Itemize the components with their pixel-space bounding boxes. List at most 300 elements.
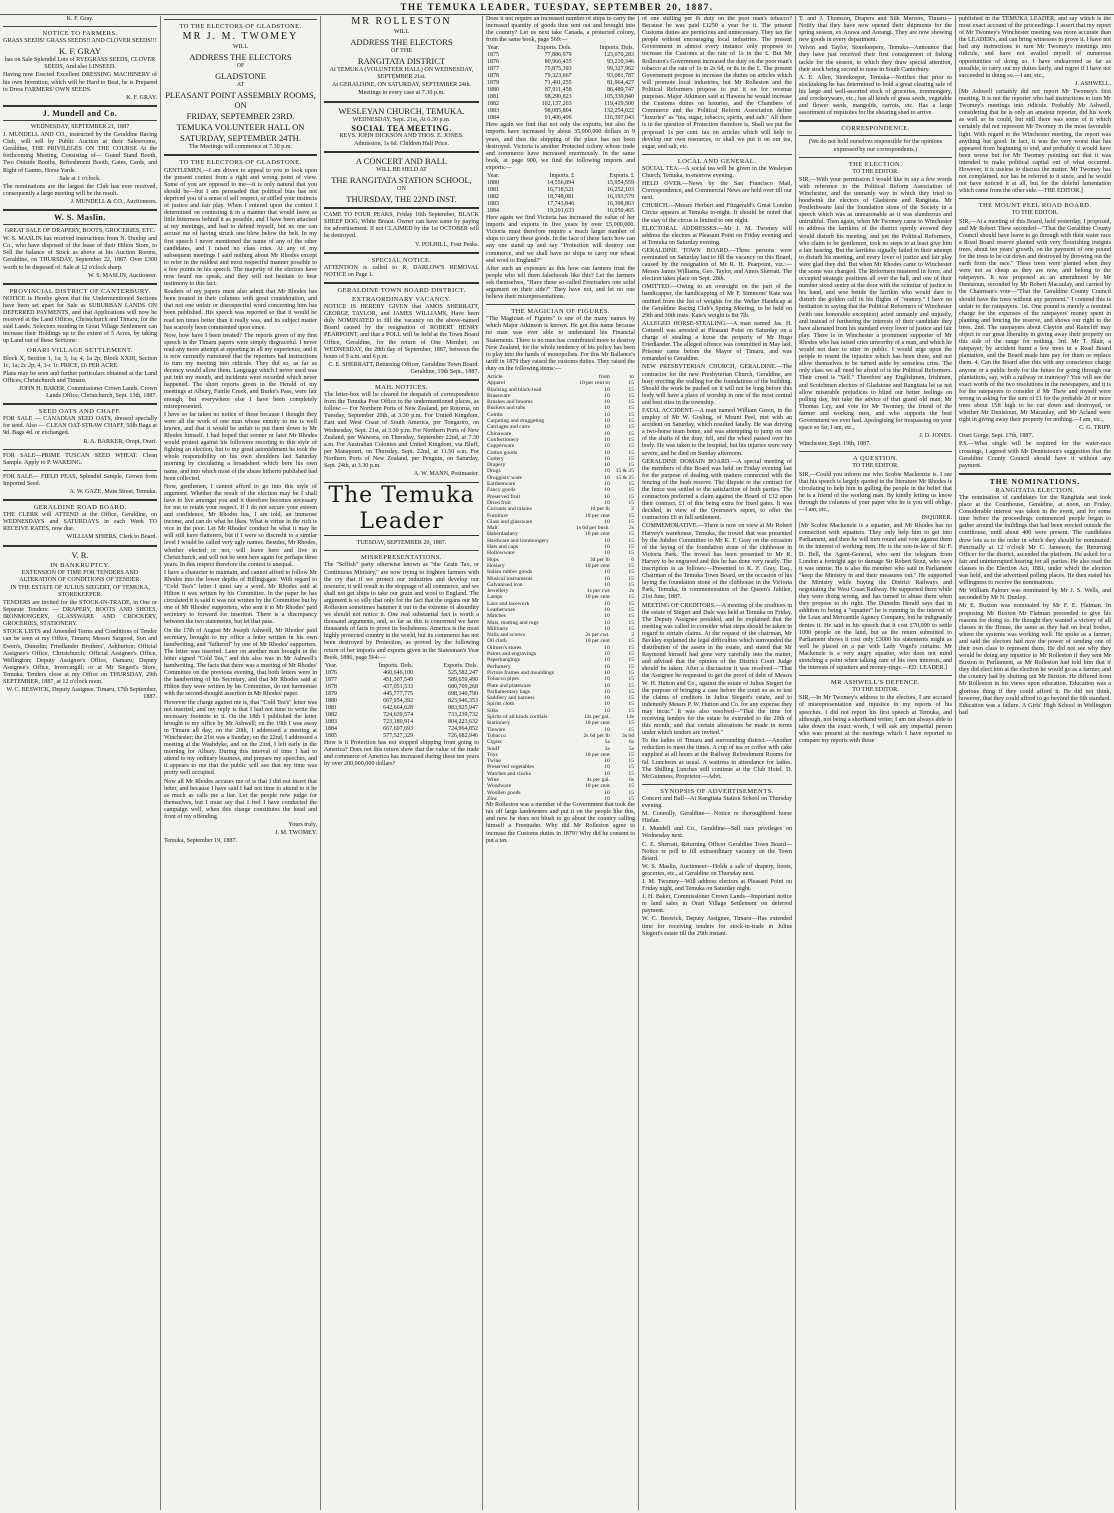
table-cell: 15: [628, 418, 634, 425]
table-cell: 15: [628, 405, 634, 412]
table-cell: 15: [628, 783, 634, 790]
table-cell: 10: [604, 606, 610, 613]
peel-heading: THE MOUNT PEEL ROAD BOARD.: [978, 202, 1092, 210]
table-cell: 15: [628, 726, 634, 733]
table-cell: 15: [628, 758, 634, 765]
mundell-heading: J. Mundell and Co.: [42, 108, 118, 118]
table-cell: 1877: [325, 676, 337, 683]
letter-p3: Now, how have I been treated? The reports given of my first speech in the Timaru papers were simply disgraceful. I never read any more attempt at reporting in all my experience, and it is now currently rumoured that the reporters had instructions to turn my meeting into ridicule. They did so, as far as decency would allow them. Language which I never used was put into my mouth, and incidents were recorded which never happened. The short reports given in the Herald of my meetings at Albury, Fairlie Creek, and Burke's Pass, were fair enough, but everywhere else I have been completely misrepresented.: [164, 332, 317, 410]
table-cell: 1884: [325, 725, 337, 732]
table-cell: 804,223,632: [448, 718, 478, 725]
table-cell: Carpeting and druggeting: [487, 418, 545, 425]
table-cell: 724,964,852: [448, 725, 478, 732]
table-cell: Paints and engravings: [487, 651, 537, 658]
table-cell: 10 per cent: [584, 783, 610, 790]
table-cell: 15: [628, 594, 634, 601]
nominations-heading: THE NOMINATIONS.: [989, 476, 1081, 486]
table-cell: 15: [628, 644, 634, 651]
table-cell: 6s: [629, 739, 634, 746]
table-row: [486, 187, 635, 194]
table-cell: 451,307,549: [383, 676, 414, 683]
letter-p9: Now all Mr Rhodes accuses me of is that I did not insert that letter, and because I have said I had not time to attend to it he as much as calls me a liar. Let the people now judge for themselves, but I must say that I feel I have conducted the campaign well, when this charge constitutes the head and front of my offending.: [164, 778, 317, 820]
table-cell: 733,239,732: [448, 711, 478, 718]
gray-body: has on Sale Splendid Lots of RYEGRASS SEEDS, CLOVER SEEDS, And also LINSEED.: [4, 57, 156, 71]
road-board-body: THE CLERK will ATTEND at the Office, Geraldine, on WEDNESDAYS and SATURDAYS in each Week TO RECEIVE RATES, now due.: [3, 512, 157, 533]
table-cell: 15: [628, 569, 634, 576]
table-cell: 1883: [325, 718, 337, 725]
table-cell: 1880: [325, 697, 337, 704]
to-editor: TO THE EDITOR.: [852, 463, 899, 470]
table-cell: 10: [604, 462, 610, 469]
rolleston-district: RANGITATA DISTRICT: [357, 56, 446, 67]
synopsis-item: Concert and Ball—At Rangitata Station School on Thursday evening.: [642, 795, 792, 810]
table-cell: 10: [604, 418, 610, 425]
table-cell: 10: [604, 764, 610, 771]
local-heading: LOCAL AND GENERAL.: [677, 157, 757, 165]
table-cell: 10: [604, 487, 610, 494]
baker-sig: JOHN H. BAKER, Commissioner Crown Lands. Crown Lands Office, Christchurch, Sept. 13th, 1887.: [19, 385, 157, 400]
table-cell: 1882: [325, 711, 337, 718]
table-cell: 15: [628, 707, 634, 714]
table-cell: 105,330,840: [604, 94, 634, 101]
table-cell: 15: [628, 657, 634, 664]
table-cell: 15: [628, 575, 634, 582]
table-cell: Spirits cloth: [487, 701, 515, 708]
table-cell: Watches and clocks: [487, 770, 531, 777]
bankruptcy-heading: IN BANKRUPTCY.: [50, 561, 110, 569]
table-cell: 15: [628, 399, 634, 406]
table-cell: Parliamentary bags: [487, 688, 531, 695]
table-cell: 723,180,914: [383, 718, 414, 725]
table-cell: 10: [604, 455, 610, 462]
table-cell: 16,398,863: [607, 201, 634, 208]
gray-signature: K. F. Gray.: [66, 16, 94, 22]
table-cell: 15: [628, 688, 634, 695]
table-cell: 1s per cwt: [586, 588, 610, 595]
table-cell: 10: [604, 625, 610, 632]
table-cell: 15: [628, 625, 634, 632]
twomey-will: WILL: [232, 44, 249, 51]
america-trade-table: [324, 663, 479, 740]
table-row: [324, 684, 479, 691]
came-to-four-peaks: CAME TO FOUR PEAKS, Friday 16th September, BLACK SHEEP DOG, White Breast. Owner can have same by paying for advertisement. If not CLAIMED by the 1st OCTOBER will be destroyed.: [324, 212, 479, 240]
special-notice-heading: SPECIAL NOTICE.: [371, 256, 432, 264]
table-row: [324, 712, 479, 719]
table-cell: 15: [628, 537, 634, 544]
twomey-place: GLADSTONE: [215, 71, 266, 82]
table-cell: 10: [604, 758, 610, 765]
table-cell: Oil cloth: [487, 638, 507, 645]
table-cell: Hollowware: [487, 550, 515, 557]
table-cell: 15: [628, 411, 634, 418]
letter-yours: Yours truly,: [288, 822, 317, 829]
table-cell: 10: [604, 669, 610, 676]
table-cell: 3s 6d: [622, 732, 634, 739]
table-cell: 1d per lb: [589, 506, 610, 513]
rolleston-time: Meetings in every case at 7.30 p.m.: [358, 90, 445, 97]
table-cell: 10: [604, 695, 610, 702]
seed-oats-sig: R. A. BARKER, Oropi, Orari.: [83, 438, 157, 445]
to-editor: TO THE EDITOR.: [1011, 210, 1059, 217]
table-row: [486, 66, 635, 73]
mail-sig: A. W. MANN, Postmaster.: [413, 471, 479, 478]
table-cell: Drapery: [487, 462, 506, 469]
table-cell: 2s: [629, 588, 634, 595]
table-header: Imports. Dols.: [378, 662, 414, 669]
table-cell: Druggists' ware: [487, 474, 523, 481]
table-cell: Leatherware: [487, 606, 515, 613]
local-item: SOCIAL TEA.—A social tea will be given in the Wesleyan Church, Temuka, to-morrow evening.: [642, 165, 792, 179]
synopsis-item: W. S. Maslin, Auctioneer—Holds a sale of drapery, boots, groceries, etc., at Geraldine on Thursday next.: [642, 863, 792, 877]
local-item: CHURCH.—Messrs Herbert and Fitzgerald's Great London Circus appears at Temuka to-night. It should be noted that the stay of the circus is limited to one night.: [642, 203, 792, 224]
table-cell: 1876: [325, 669, 337, 676]
table-cell: 15: [628, 795, 634, 802]
table-cell: 10 per cent to: [579, 380, 610, 387]
vacancy-heading: EXTRAORDINARY VACANCY.: [351, 295, 452, 303]
table-cell: 99,327,962: [607, 66, 634, 73]
canterbury-body: NOTICE is Hereby given that the Undermentioned Sections have been set apart for Sale as SUBURBAN LANDS ON DEFERRED PAYMENTS, and that Applications will now be received at the Land Offices, Christchurch and Timaru, for the said Lands. Selectors residing in Great Village Settlement can increase their Holdings up to the extent of 5 Acres, by taking up Land out of these Sections:: [3, 295, 157, 345]
table-cell: 10: [604, 499, 610, 506]
table-cell: 14,556,894: [547, 180, 575, 187]
table-cell: 10: [604, 795, 610, 802]
table-cell: 10: [604, 789, 610, 796]
table-cell: 724,639,574: [383, 711, 414, 718]
table-cell: 1883: [487, 108, 499, 115]
table-cell: 10: [604, 688, 610, 695]
table-cell: Malt: [487, 525, 498, 532]
table-cell: 10: [604, 481, 610, 488]
table-cell: Tobacco: [487, 732, 506, 739]
table-cell: 3s: [604, 745, 610, 752]
table-cell: 6s: [629, 777, 634, 783]
table-cell: Wine: [487, 777, 499, 783]
table-row: [324, 677, 479, 684]
table-cell: 10: [604, 550, 610, 557]
table-cell: 15: [628, 651, 634, 658]
table-header: Imports. £: [549, 173, 575, 180]
victoria-trade-table: [486, 173, 635, 215]
synopsis-item: J. H. Baker, Commissioner Crown Lands—Important notice re land sales in Orari Village Settlement on deferred payment.: [642, 894, 792, 915]
table-cell: 10: [604, 651, 610, 658]
local-item: OMITTED.—Owing to an oversight on the part of the handicapper, the handicapping of Mr F. Simmons' Kate was omitted from the list of weights for the Welter Handicap at the Geraldine Racing Club's Spring Meeting, to be held on 29th and 30th insts. Kate's weight is 8st 7lb.: [642, 284, 792, 319]
election-sig: J. D. JONES.: [919, 433, 952, 440]
table-cell: Lace and lacework: [487, 600, 530, 607]
table-cell: Dried fruit: [487, 499, 511, 506]
question-heading: A QUESTION.: [852, 455, 899, 463]
table-cell: Oilmen's stores: [487, 644, 522, 651]
table-cell: 93,081,787: [607, 73, 634, 80]
table-cell: 1876: [487, 59, 499, 66]
col5-p1: of one shilling per lb duty on the poor man's tobacco? Because he was paid £1250 a year for it. The present Customs duties are pernicious and unnecessary. They tax the people without encouraging local industries. The present Government in almost every instance only proposes to increase the Customs at the rate of 1s in the £. But Mr Rolleston's Government increased the duty on the poor man's tobacco at the rate of 1s in 2s 6d, or 8s in the £. The present Government propose to increase the duties on articles which will promote local industries, but Mr Rolleston and the Political Reformers propose to put it on for revenue purposes. Major Atkinson said at Hawera he would increase the Customs duties on luxuries, and the Chambers of Commerce and the Political Reform Association define "luxuries" as "tea, sugar, tobacco, spirits, and salt." All there is in the question of Protection therefore is, Shall we put the proposed 1s per cent. tax on articles which will help to develop our own resources, or shall we put it on our tea, sugar, and salt, etc.: [642, 16, 792, 150]
table-cell: 10: [604, 569, 610, 576]
table-cell: 10: [604, 701, 610, 708]
table-cell: Cutlery: [487, 455, 504, 462]
rolleston-at2: At GERALDINE, ON SATURDAY, SEPTEMBER 24th.: [331, 82, 472, 89]
table-cell: Woodware: [487, 783, 512, 790]
tuscan-wheat: FOR SALE—PRIME TUSCAN SEED WHEAT. Clean Sample. Apply to P. WAREING.: [3, 452, 157, 466]
twomey-at: AT: [236, 82, 245, 89]
table-cell: 4s per gal.: [586, 777, 610, 783]
table-cell: Silks: [487, 707, 499, 714]
misrep-tail: How is it Protection has not stopped shipping from going to America? Does not this return show that the value of the trade and commerce of America has increased during these ten years by over 200,000,000 dollars?: [324, 739, 479, 767]
table-cell: Currants and raisins: [487, 506, 532, 513]
peel-ps: P.S.—What single will be required for the water-race crossings, I agreed with Mr Dennistoun's suggestion that the Geraldine County Council should have it without any payment.: [959, 441, 1111, 469]
vacancy-body: NOTICE IS HEREBY GIVEN that AMOS SHERRATT, GEORGE TAYLOR, and JAMES WILLIAMS, Have been duly NOMINATED to fill the vacancy on the above-named Board caused by the resignation of ROBERT HENRY PEARPOINT, and that a POLL will be held at the Town Board Office, Geraldine, for the return of One Member, on WEDNESDAY, the 28th day of September, 1887, between the hours of 9 a.m. and 6 p.m.: [324, 304, 479, 360]
local-item: GERALDINE TOWN BOARD.—Three persons were nominated on Saturday last to fill the vacancy on this Board, caused by the resignation of Mr R. H. Pearpoint, viz.:—Messrs James Williams, Geo. Taylor, and Amos Sherratt. The election takes place on Sept. 28th.: [642, 247, 792, 283]
table-cell: Paperhangings: [487, 657, 520, 664]
table-cell: 15: [628, 770, 634, 777]
table-cell: Haberdashery: [487, 531, 519, 538]
table-cell: 15: [628, 789, 634, 796]
local-item: NEW PRESBYTERIAN CHURCH, GERALDINE.—The contractor for the new Presbyterian Church, Geraldine, are busy erecting the walling for the foundations of the building. Should the work be pushed on it will not be long before this body will have a place of worship in one of the most central and best sites in the township.: [642, 364, 792, 406]
concert-heading: A CONCERT AND BALL: [355, 155, 448, 166]
mundell-body: J. MUNDELL AND CO., instructed by the Geraldine Racing Club, will sell by Public Auction at their Salesrooms, Geraldine, THE PRIVILEGES ON THE COURSE At the forthcoming Meeting, Consisting of— Grand Stand Booth, Two Outside Booths, Refreshment Booth, Gates, Cards, and Right of Games, Horse Yards.: [3, 132, 157, 174]
table-cell: Nails and screws: [487, 632, 525, 639]
table-cell: 15: [628, 562, 634, 569]
table-cell: 1880: [487, 180, 499, 187]
synopsis-item: J. M. Twomey—Will address electors at Pleasant Point on Friday night, and Temuka on Saturday night.: [642, 878, 792, 893]
revs: REVS. JOHN DICKSON AND THOS. E. JONES.: [339, 132, 464, 139]
table-cell: 71,491,255: [544, 80, 572, 87]
table-row: [324, 726, 479, 733]
table-cell: 1881: [487, 187, 499, 194]
gray-name: K. F. GRAY: [59, 46, 101, 57]
column-5: [639, 16, 795, 1510]
table-cell: 15: [628, 380, 634, 387]
table-cell: 79,323,667: [544, 73, 572, 80]
table-cell: Picture frames and mouldings: [487, 669, 554, 676]
table-cell: Carriages and carts: [487, 424, 530, 431]
table-cell: 15: [628, 455, 634, 462]
table-cell: 15: [628, 663, 634, 670]
ashwell-body: SIR,—In Mr Twomey's address to the electors, I am accused of misrepresentation and injustice in my reports of his speeches. I did not report his first speech at Temuka, and although, not being a shorthand writer, I am not always able to take down the exact words, I will ask any impartial person who was present at the meetings which I have reported to compare my reports with those: [799, 695, 952, 744]
table-cell: 91,406,496: [544, 115, 572, 122]
synopsis-heading: SYNOPSIS OF ADVERTISEMENTS.: [660, 787, 774, 795]
local-item: ALLEGED HORSE-STEALING.—A man named Jas. H. Cotterell was arrested at Pleasant Point on Saturday on a charge of stealing a horse the property of Mr Hugo Friedlander. The alleged offence was committed in May last. Prisoner came before the Mayor of Timaru, and was remanded to Geraldine.: [642, 320, 792, 363]
local-item: COMMEMORATIVE.—There is now on view at Mr Robert Harvey's warehouse, Temuka, the trowel that was presented by the Jubilee Committee to Mr K. F. Gray on the occasion of the laying of the foundation stone of the clubhouse in Victoria Park. The trowel has been presented to Mr R. Harvey to be engraved and this he has done very neatly. The inscription is as follows:—Presented to K. F. Gray, Esq., Chairman of the Temuka Town Board, on the occasion of his laying the foundation stone of the clubhouse in the Victoria Park, Temuka, in commemoration of the Queen's Jubilee, 21st June, 1887.: [642, 523, 792, 601]
ashwell-sig: J. ASHWELL.: [1075, 80, 1111, 87]
election-date: Winchester, Sept. 19th, 1887.: [799, 441, 871, 448]
table-cell: 1879: [325, 690, 337, 697]
table-cell: Galvanised iron: [487, 581, 523, 588]
table-row: [486, 87, 635, 94]
peel-place: Orari Gorge, Sept. 17th, 1887.: [959, 433, 1034, 440]
letter-p5: Now, gentlemen, I cannot afford to go into this style of argument. Whether the result of the election may be I shall have to live amongst you and it therefore becomes necessary for me to retain your respect. If I do not secure your esteem and confidence, Mr Rhodes has, I am told, an immense income, and can do what he likes. What is virtue in the rich is vice in the poor. Let Mr Rhodes' conduct be what it may he will still have flatterers, but if I were so discredit to a similar level I would be called very ugly names. Besides, Mr Rhodes, whether elected or not, will leave here and live in Christchurch, and will not be seen here again for perhaps three years. In this respect therefore the contest is unequal.: [164, 483, 317, 568]
table-cell: 15: [628, 493, 634, 500]
table-cell: Cigars: [487, 739, 502, 746]
table-cell: 10: [604, 411, 610, 418]
canterbury-heading: PROVINCIAL DISTRICT OF CANTERBURY.: [9, 287, 151, 295]
table-cell: 1880: [487, 87, 499, 94]
table-row: [486, 73, 635, 80]
table-row: [486, 59, 635, 66]
table-cell: Confectionery: [487, 436, 519, 443]
table-cell: Twine: [487, 758, 501, 765]
table-cell: 10: [604, 386, 610, 393]
rolleston-will: WILL: [393, 29, 410, 35]
nominations-p2: Mr William Palmer was nominated by Mr J. S. Wells, and seconded by Mr N. Dunlop.: [959, 588, 1111, 602]
table-cell: 10: [604, 707, 610, 714]
special-notice-body: ATTENTION is called to R. DARLOW'S REMOVAL NOTICE on Page 1.: [324, 264, 479, 278]
synopsis-item: T. and J. Thomson, Drapers and Silk Mercers, Timaru—Notify that they have now opened their shipments for the spring season, ex Arawa and Aorangi. They are now showing new goods in every department.: [799, 16, 952, 44]
farmers-heading: NOTICE TO FARMERS.: [42, 30, 118, 38]
table-cell: 10: [604, 575, 610, 582]
table-cell: Preserved fruit: [487, 493, 521, 500]
rolleston-name: MR ROLLESTON: [351, 16, 452, 27]
table-header: from: [598, 374, 610, 380]
table-cell: 3d per lb: [589, 556, 610, 563]
letter-p7: On the 17th of August Mr Joseph Ashwell, Mr Rhodes' paid secretary, brought to my office a letter written in his own handwriting, and "fathered" by one of Mr Rhodes' supporters. The letter was inserted. Later on another man brought in the letter signed "Cold Tea," and this also was in Mr Ashwell's handwriting. The facts that there was a meeting of Mr Rhodes' Committee on the previous evening, that both letters were in the handwriting of his Secretary, and that Mr Rhodes said at Hilton they were written by his Committee, do not harmonise with the second-thought assertion in Mr Rhodes' paper.: [164, 627, 317, 698]
table-row: [486, 52, 635, 59]
bankruptcy-sig: W. C. BESWICK, Deputy Assignee. Timaru, 17th September, 1887.: [6, 687, 157, 701]
concert-date: THURSDAY, THE 22ND INST.: [346, 194, 457, 205]
table-cell: Glass and glassware: [487, 518, 533, 525]
local-item: MEETING OF CREDITORS.—A meeting of the creditors in the estate of Siegert and Dale was held at Temuka on Friday. The Deputy Assignee presided, and he explained that the meeting was called to consider what steps should be taken in regard to certain claims. At the request of the chairman, Mr Beckley explained the legal difficulties which surrounded the distribution of the assets in the estate, and stated that Mr Raymond himself had gone very carefully into the matter, and advised that the opinion of the District Court Judge should be taken. After a discussion it was resolved—"That the Assignee be requested to get the proof of debt of Messrs W. H. Hutton and Co., against the estate of Julius Siegert for the purpose of bringing a case before the court so as to test the claims of creditors in Julius Siegert's estate, and to indemnify Messrs P. W. Hutton and Co. for any expense they may incur." It was also resolved—"That the time for receiving tenders for the estate be extended to the 29th of this month, and that certain alterations be made in terms under which tenders are invited.": [642, 602, 792, 737]
table-cell: 10 per cent: [584, 720, 610, 727]
table-cell: Hats and caps: [487, 544, 519, 551]
table-header: Imports. Dols.: [599, 45, 634, 52]
concert-on: ON: [397, 186, 406, 193]
mundell-date: WEDNESDAY, SEPTEMBER 21, 1887: [30, 123, 130, 130]
vacancy-sig: C. E. SHERRATT, Returning Officer, Geraldine Town Board. Geraldine, 19th Sept., 1887.: [328, 361, 479, 375]
table-cell: Brushes and brooms: [487, 399, 533, 406]
table-cell: 132,254,022: [604, 108, 634, 115]
table-header: Year.: [487, 173, 500, 180]
rolleston-at1: At TEMUKA (VOLUNTEER HALL) ON WEDNESDAY, SEPTEMBER 21st.: [329, 67, 474, 81]
table-row: [486, 94, 635, 101]
social-tea: SOCIAL TEA MEETING.: [351, 123, 452, 133]
table-cell: 15: [628, 392, 634, 399]
correspondence-heading: CORRESPONDENCE.: [841, 125, 910, 133]
table-header: Year.: [325, 662, 338, 669]
table-cell: 10: [604, 468, 610, 475]
table-row: [324, 733, 479, 740]
table-cell: 1881: [325, 704, 337, 711]
table-cell: 15: [628, 751, 634, 758]
synopsis-item: J. Mundell and Co., Geraldine—Sell race privileges on Wednesday next.: [642, 826, 792, 840]
table-cell: 15: [628, 720, 634, 727]
table-cell: 16,718,521: [547, 187, 575, 194]
table-cell: 116,397,043: [604, 115, 634, 122]
newspaper-logo: The Temuka Leader: [324, 482, 479, 536]
column-7: [956, 16, 1114, 1510]
twomey-of: OF: [236, 63, 245, 70]
synopsis-item: Velvin and Taylor, Storekeepers, Temuka—Announce that they have just received their first consignment of fishing tackle for the season, to which they draw special attention, their stock being second to none in South Canterbury.: [799, 45, 952, 73]
synopsis-item: W. C. Beswick, Deputy Assignee, Timaru—Has extended time for receiving tenders for stock-in-trade in Julius Siegert's estate till the 29th instant.: [642, 916, 792, 937]
ashwell-heading: MR ASHWELL'S DEFENCE.: [830, 679, 921, 687]
table-cell: 2: [631, 506, 634, 513]
letter-sig: J. M. TWOMEY.: [275, 830, 317, 837]
table-cell: Fancy goods: [487, 487, 516, 494]
rolleston-of: OF THE: [390, 48, 413, 55]
table-cell: 1881: [487, 94, 499, 101]
peel-sig: C. G. TRIPP.: [1079, 425, 1111, 432]
table-cell: Stationery: [487, 720, 510, 727]
table-cell: Hosiery: [487, 562, 505, 569]
table-cell: Mats, matting and rugs: [487, 619, 539, 626]
table-cell: 15: [628, 518, 634, 525]
table-cell: Hardware and ironmongery: [487, 537, 549, 544]
election-heading: THE ELECTION.: [848, 160, 903, 168]
admission: Admission, 1s 6d. Children Half Price.: [354, 140, 449, 147]
table-cell: 16,050,465: [607, 208, 634, 215]
table-cell: Lamps: [487, 594, 503, 601]
nominations-p3: Mr E. Buxton was nominated by Mr F. E. Flatman. In proposing Mr Buxton Mr Flatman proceeded to give his reasons for doing so. He thought they wanted a victory of all classes in the House, the same as they had on local bodies, where the systems was working well. He spoke as a farmer, and said the electors had now the power of sending one of their own class to represent them. He did not see why they would be doing any injustice to Mr Rolleston if they sent Mr Buxton to Parliament, as Mr Rolleston had told him that if they did elect him at the election he would go as a farmer, and the country had by shutting out Mr Buxton. He differed from Mr Rolleston in his views upon education. Education was a glorious thing if they could afford it. He did not think, however, that they could afford to go beyond the 6th standard. Education was a failure. A Girls' High School in Wellington had: [959, 603, 1111, 716]
letter-p2: Readers of my papers must also admit that Mr Rhodes has been treated in their columns with great consideration, and that not one unfair or disrespectful word concerning him has been published. His speech was reported so that it would be read ten times better than it really was, and its subject matter has scarcely been commented upon since.: [164, 289, 317, 331]
table-cell: 14s: [626, 714, 634, 721]
table-cell: 883,925,947: [448, 704, 478, 711]
table-header: Exports. Dols.: [537, 45, 572, 52]
table-cell: 15: [628, 443, 634, 450]
orari-more: Plans may be seen and further particulars obtained at the Land Offices, Christchurch and Timaru.: [3, 370, 157, 384]
table-cell: 15: [628, 512, 634, 519]
local-item: GERALDINE DOMAIN BOARD.—A special meeting of the members of this Board was held on Friday evening last for the purpose of dealing with matters connected with the fencing of the bush reserve. The dispute re the contract for the fence was settled to the satisfaction of both parties. The contractors preferred a claim against the Board of £12 upon their contract, £1 of this being extra for fixed gates. It was decided, in view of the Overseer's report, to offer the contractors £6 in full settlement.: [642, 458, 792, 522]
table-row: [324, 670, 479, 677]
bankruptcy-extension: EXTENSION OF TIME FOR TENDERS AND ALTERATION OF CONDITIONS OF TENDER.: [19, 569, 141, 583]
twomey-date1: FRIDAY, SEPTEMBER 23RD.: [186, 111, 295, 122]
column-3: [321, 16, 482, 1510]
bankruptcy-more: STOCK LISTS and Amended Terms and Conditions of Tender can be seen at my Office, Timaru; Messrs Sargood, Son and Ewen's, Dunedin; Friedlander Brothers', Ashburton; Official Assignee's Office, Christchurch; Official Assignee's Office, Wellington; Deputy Assignee's Office, Oamaru; Deputy Assignee's Office, Invercargill; or at Mr Siegert's Store, Temuka. Tenders close at my Office on THURSDAY, 29th SEPTEMBER, 1887, at 12 o'clock noon.: [3, 629, 157, 686]
bankruptcy-body: TENDERS are invited for the STOCK-IN-TRADE, in One or Separate Tenders: — DRAPERY, BOOTS AND SHOES, IRONMONGERY, GLASSWARE AND CROCKERY, GROCERIES, STATIONERY.: [3, 600, 157, 628]
seed-oats-body: FOR SALE — CANADIAN SEED OATS, dressed specially for seed. Also — CLEAN OAT-STRAW CHAFF, 50lb Bags at 9d. Bags 4d. or exchanged.: [3, 416, 157, 437]
table-cell: 525,582,247: [448, 669, 478, 676]
maslin-sub: GREAT SALE OF DRAPERY, BOOTS, GROCERIES, ETC.: [4, 228, 156, 235]
letter-p1: GENTLEMEN,—I am driven to appeal to you to look upon the present contest from a right and wrong point of view. Some of you are opposed to me—it is only natural that you should be—but I am persuaded that political bias has not deprived you of a sense of self respect, or stifled your instincts of justice and fair play. When I entered upon the contest I determined on contesting it in a manner that would leave as little bitterness behind it as possible, and I have been attacked at my meetings, and had to defend myself, but no one can accuse me of having struck one blow below the belt. In my first speech I never mentioned the name of any of the other candidates, and I raised no class cries. At any of my subsequent meetings I said nothing about Mr Rhodes except to refer in the mildest and most respectful manner possible to a few points in his speech. The majority of the electors have now heard me speak, and they will not hesitate to bear testimony to this fact.: [164, 167, 317, 288]
duty-table: [486, 374, 635, 802]
table-cell: 1885: [325, 732, 337, 739]
synopsis-item: C. E. Sherratt, Returning Officer Geraldine Town Board—Notice re poll to fill extraordinary vacancy on the Town Board.: [642, 841, 792, 862]
wesleyan-heading: WESLEYAN CHURCH, TEMUKA.: [338, 105, 465, 116]
table-cell: 93,210,346: [607, 59, 634, 66]
magician-heading: THE MAGICIAN OF FIGURES.: [511, 308, 610, 316]
table-cell: 3: [631, 632, 634, 639]
table-cell: 2s: [629, 525, 634, 532]
table-header: Year.: [487, 45, 500, 52]
gladstone-heading: TO THE ELECTORS OF GLADSTONE.: [179, 23, 302, 30]
mail-heading: MAIL NOTICES.: [375, 384, 428, 391]
table-cell: 15 & 25: [615, 468, 634, 475]
table-cell: 15: [628, 481, 634, 488]
masthead: THE TEMUKA LEADER, TUESDAY, SEPTEMBER 20, 1887.: [0, 0, 1114, 15]
table-cell: 10: [604, 405, 610, 412]
town-board-heading: GERALDINE TOWN BOARD DISTRICT.: [337, 286, 466, 294]
road-board-heading: GERALDINE ROAD BOARD.: [33, 504, 127, 512]
table-cell: 445,777,775: [383, 690, 414, 697]
table-cell: Tobacco pipes: [487, 676, 520, 683]
table-row: [324, 705, 479, 712]
table-cell: 2s per cwt.: [585, 632, 610, 639]
table-cell: 667,954,392: [383, 697, 414, 704]
column-6: [796, 16, 955, 1510]
question-sig: INQUIRER.: [921, 515, 952, 522]
seed-oats-heading: SEED OATS AND CHAFF.: [38, 408, 122, 416]
orari-heading: ORARI VILLAGE SETTLEMENT.: [27, 347, 133, 355]
table-cell: Perfumery: [487, 663, 511, 670]
table-cell: 10: [604, 537, 610, 544]
col4-p2: Here again we find that not only the exports, but also the imports have increased by about 35,000,000 dollars in 9 years, and thus the shipping of the place has not been destroyed. Victoria is another Protected colony whose trade and commerce have increased enormously. In the same book, at page 900, we find the following imports and exports:—: [486, 122, 635, 171]
table-cell: 1s 6d per bush.: [575, 525, 610, 532]
table-cell: 1878: [487, 73, 499, 80]
rolleston-address: ADDRESS THE ELECTORS: [350, 37, 453, 48]
nominations-sub: RANGITATA ELECTION.: [995, 486, 1075, 494]
table-cell: Millinery: [487, 625, 509, 632]
table-cell: 642,664,628: [383, 704, 414, 711]
correspondence-note: (We do not hold ourselves responsible for the opinions expressed by our correspondents.): [808, 139, 943, 153]
table-cell: 10: [604, 518, 610, 525]
table-cell: 10 per cent: [584, 638, 610, 645]
table-cell: 10 per cent: [584, 512, 610, 519]
peel-body: SIR,—At a meeting of this Board, held yesterday, I proposed, and Mr Robert Thew seconded—"That the Geraldine County Council should have leave to go through with their water race a Road Board reserve planted with very flourishing insignis trees, about ten years' growth, on the payment of one pound for the trees to be cut down and destroyed by throwing out the earth from the race." These trees were planted when they were not as cheap as they are now, and belong to the ratepayers. It was proposed as an amendment by Mr Denistoun, seconded by Mr Robert Macaulay, and carried by the Chairman's vote—"That the Geraldine County Council should have the trees without any payment." I contend this is unfair to the ratepayers. 1st. One pound is merely a nominal charge for the expenses of the ratepayers' money spent in planting and fencing the reserve, and shows our right to the trees. 2nd. The ratepayers about Clayton and Raincliff may object to our great liberality in giving away their property on this side of the range for nothing. 3rd. Mr T. Blair, a ratepayer, by accident burnt a few trees in a Road Board plantation, and the Board made him pay for them or replace them. 4. Can the Board after this with any conscience charge anyone or a public body for the future for going through our plantations, say, with a railway or tramway? You will see the exact words of the two resolutions in the newspapers, and it is for the ratepayers to consider if Mr Thew and myself were wrong in asking for the sum of £1 for the probable 20 or more trees about 15ft high to be cut down and destroyed, or whether Mr Denistoun, Mr Macaulay, and Mr Acland were right in giving away their property for nothing.—I am, etc.,: [959, 218, 1111, 424]
